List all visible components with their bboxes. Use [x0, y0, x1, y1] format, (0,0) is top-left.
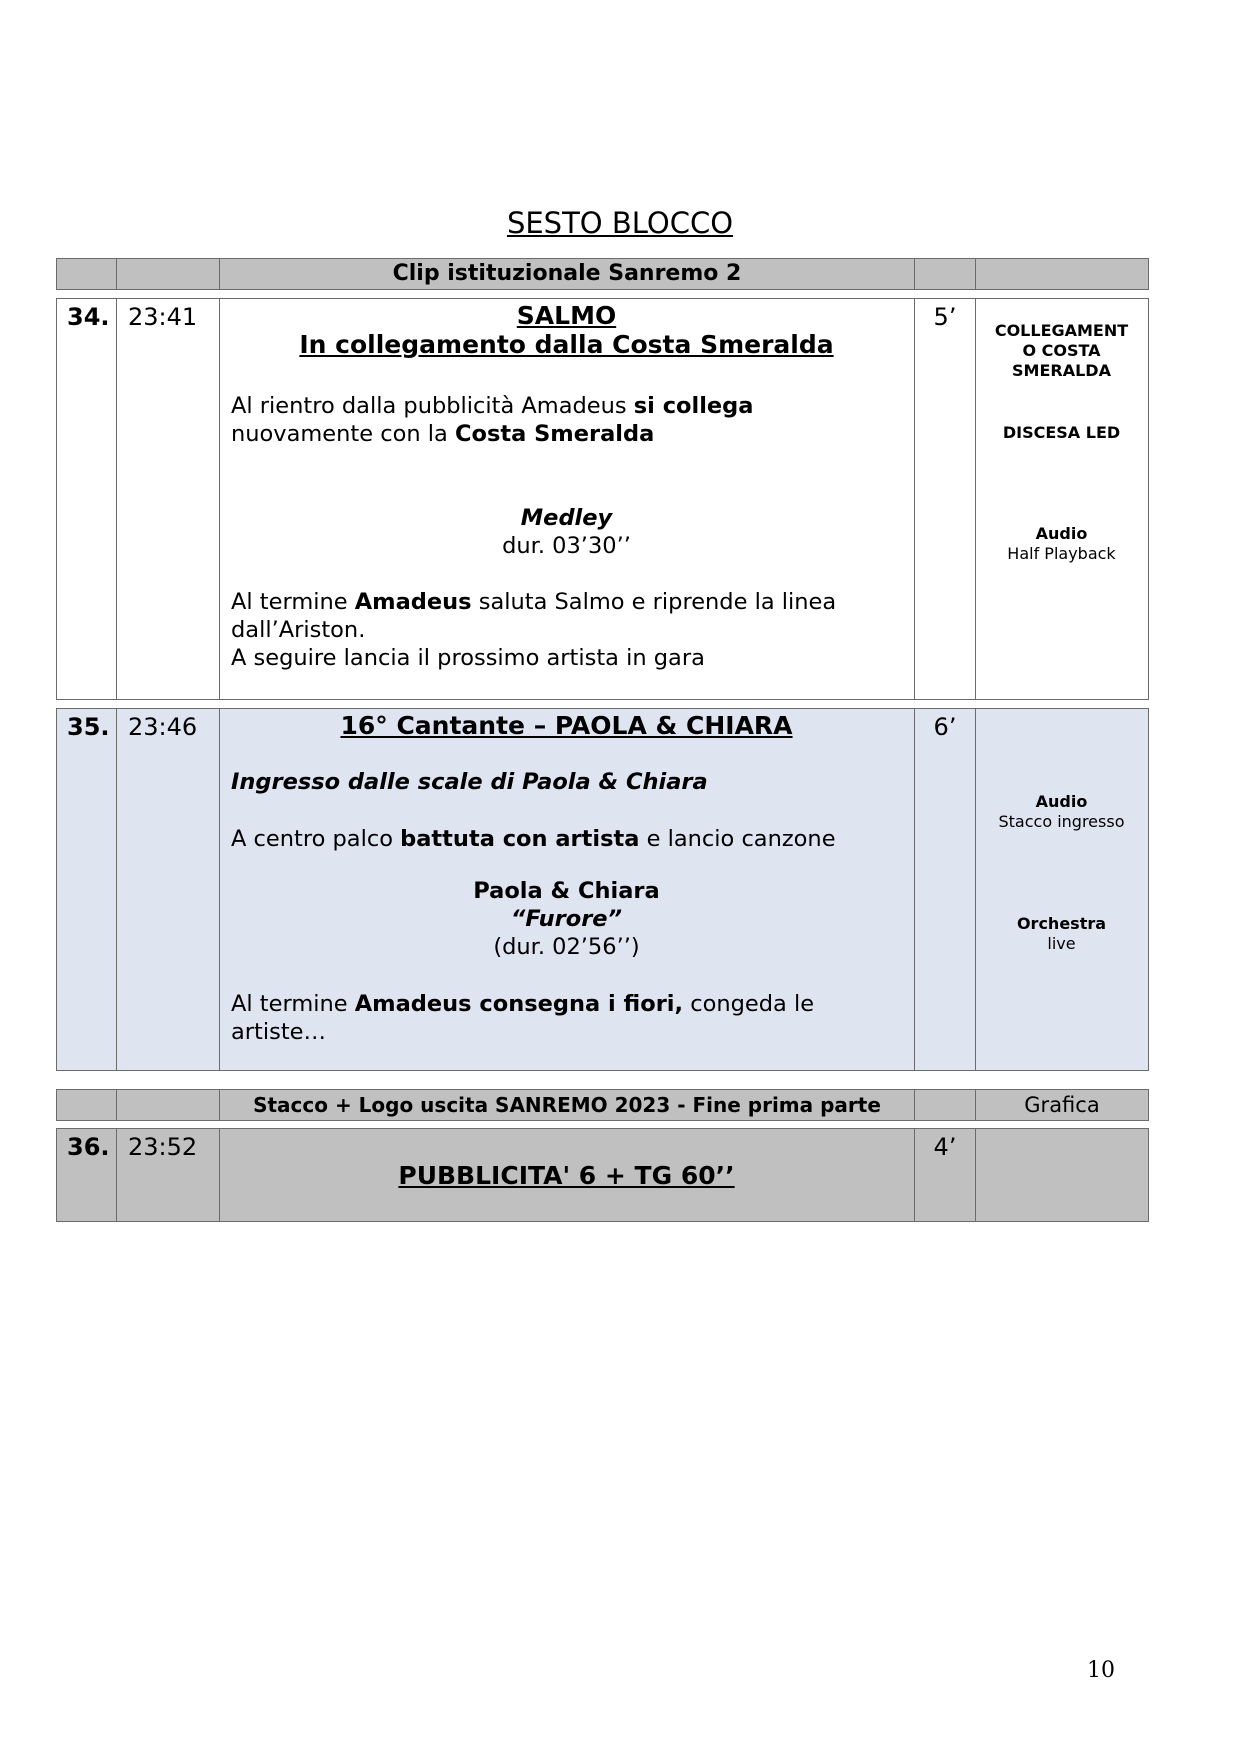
- song-duration: (dur. 02’56’’): [493, 934, 640, 960]
- note-collegamento: [976, 321, 1147, 381]
- block-title: SESTO BLOCCO: [506, 206, 734, 240]
- text-span: saluta Salmo e riprende la linea: [471, 589, 837, 615]
- text-bold: Amadeus: [354, 589, 472, 615]
- row-duration: 5’: [914, 299, 975, 699]
- paragraph-intro: [231, 825, 901, 853]
- note-orchestra-text: live: [1047, 934, 1076, 953]
- paragraph-closing: [231, 990, 901, 1046]
- text-span: Al termine: [231, 589, 355, 615]
- rundown-row-34: [56, 298, 1149, 700]
- rundown-row-35: [56, 708, 1149, 1071]
- entry-line: Ingresso dalle scale di Paola & Chiara: [231, 769, 708, 795]
- text-span: Al termine: [231, 991, 355, 1017]
- note-line: SMERALDA: [1012, 361, 1111, 380]
- clip-header-row: [56, 258, 1149, 290]
- segment-subtitle: In collegamento dalla Costa Smeralda: [299, 330, 834, 359]
- row-time: 23:41: [116, 299, 219, 699]
- text-span: nuovamente con la: [231, 421, 455, 447]
- paragraph-intro: [231, 392, 901, 448]
- segment-title: 16° Cantante – PAOLA & CHIARA: [340, 711, 793, 740]
- song-title: “Furore”: [510, 906, 623, 932]
- segment-title: SALMO: [516, 301, 617, 330]
- note-audio-text: Half Playback: [1007, 544, 1116, 563]
- row-number: 35.: [67, 713, 110, 741]
- row-notes: [975, 299, 1148, 699]
- artist-name: Paola & Chiara: [473, 878, 660, 904]
- stacco-row: [56, 1089, 1149, 1121]
- header-cell-notes: [975, 259, 1148, 289]
- page-number: 10: [1087, 1658, 1115, 1683]
- note-audio-head: Audio: [1035, 524, 1088, 543]
- stacco-cell-number: [57, 1090, 116, 1120]
- note-line: COLLEGAMENT: [994, 321, 1129, 340]
- note-discesa-led: DISCESA LED: [1002, 423, 1121, 442]
- row-time: 23:52: [116, 1129, 219, 1221]
- text-span: A centro palco: [231, 826, 401, 852]
- text-span: Al rientro dalla pubblicità Amadeus: [231, 393, 634, 419]
- row-number: 36.: [67, 1133, 110, 1161]
- row-number: 34.: [67, 303, 110, 331]
- header-cell-duration: [914, 259, 975, 289]
- text-span: artiste…: [231, 1019, 326, 1045]
- text-bold: battuta con artista: [400, 826, 640, 852]
- row-content: [219, 1129, 914, 1221]
- text-span: e lancio canzone: [639, 826, 836, 852]
- stacco-cell-duration: [914, 1090, 975, 1120]
- header-cell-label: Clip istituzionale Sanremo 2: [219, 259, 914, 289]
- note-orchestra-head: Orchestra: [1016, 914, 1107, 933]
- stacco-side: Grafica: [975, 1090, 1148, 1120]
- note-line: O COSTA: [1022, 341, 1101, 360]
- row-content: [219, 709, 914, 1070]
- row-notes: [975, 1129, 1148, 1221]
- paragraph-closing: [231, 588, 901, 672]
- medley-label: Medley: [520, 505, 613, 531]
- segment-title: PUBBLICITA' 6 + TG 60’’: [398, 1161, 735, 1190]
- header-cell-number: [57, 259, 116, 289]
- text-bold: Amadeus consegna i fiori,: [354, 991, 684, 1017]
- header-cell-time: [116, 259, 219, 289]
- row-content: [219, 299, 914, 699]
- text-span: congeda le: [683, 991, 815, 1017]
- row-duration: 4’: [914, 1129, 975, 1221]
- rundown-row-36: [56, 1128, 1149, 1222]
- text-bold: si collega: [633, 393, 754, 419]
- note-audio-head: Audio: [1035, 792, 1088, 811]
- text-bold: Costa Smeralda: [454, 421, 655, 447]
- stacco-cell-time: [116, 1090, 219, 1120]
- text-span: dall’Ariston.: [231, 617, 366, 643]
- stacco-label: Stacco + Logo uscita SANREMO 2023 - Fine prima parte: [219, 1090, 914, 1120]
- row-notes: [975, 709, 1148, 1070]
- row-time: 23:46: [116, 709, 219, 1070]
- note-audio-text: Stacco ingresso: [998, 812, 1125, 831]
- medley-duration: dur. 03’30’’: [502, 533, 631, 559]
- text-span: A seguire lancia il prossimo artista in gara: [231, 645, 705, 671]
- row-duration: 6’: [914, 709, 975, 1070]
